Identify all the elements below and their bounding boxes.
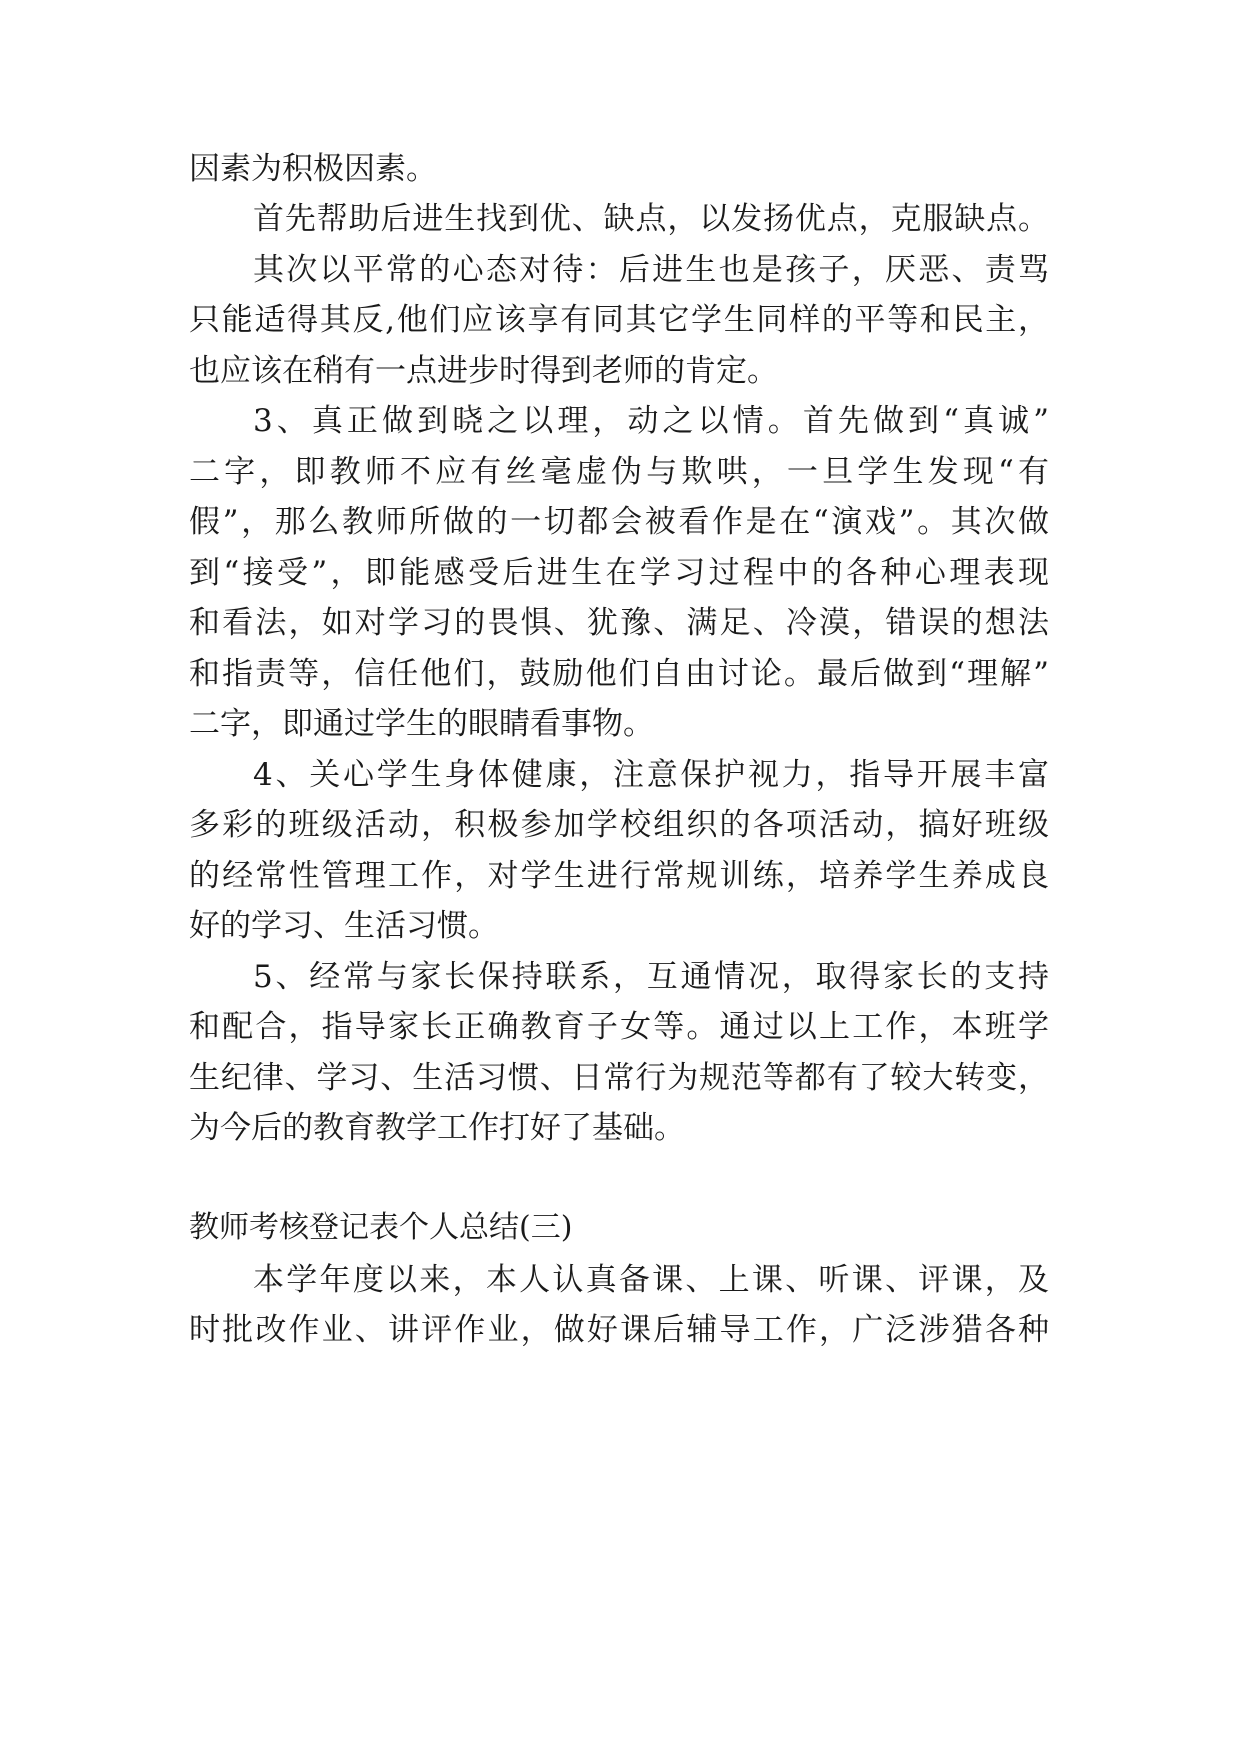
paragraph-line: 的经常性管理工作，对学生进行常规训练，培养学生养成良 — [189, 858, 1049, 894]
paragraph-line: 二字，即教师不应有丝毫虚伪与欺哄，一旦学生发现“有 — [189, 454, 1049, 490]
paragraph-line: 其次以平常的心态对待：后进生也是孩子，厌恶、责骂 — [253, 252, 1049, 288]
paragraph-line: 和配合，指导家长正确教育子女等。通过以上工作，本班学 — [189, 1009, 1049, 1045]
paragraph-line: 因素为积极因素。 — [189, 151, 437, 187]
paragraph-line: 和指责等，信任他们，鼓励他们自由讨论。最后做到“理解” — [189, 656, 1049, 692]
paragraph-line: 3、真正做到晓之以理，动之以情。首先做到“真诚” — [253, 403, 1049, 439]
paragraph-line: 到“接受”，即能感受后进生在学习过程中的各种心理表现 — [189, 555, 1049, 591]
paragraph-line: 好的学习、生活习惯。 — [189, 908, 499, 944]
paragraph-line: 二字，即通过学生的眼睛看事物。 — [189, 706, 654, 742]
paragraph-line: 首先帮助后进生找到优、缺点，以发扬优点，克服缺点。 — [253, 201, 1049, 237]
paragraph-line: 4、关心学生身体健康，注意保护视力，指导开展丰富 — [253, 757, 1049, 793]
paragraph-line: 时批改作业、讲评作业，做好课后辅导工作，广泛涉猎各种 — [189, 1312, 1049, 1348]
paragraph-line: 也应该在稍有一点进步时得到老师的肯定。 — [189, 353, 778, 389]
paragraph-line: 生纪律、学习、生活习惯、日常行为规范等都有了较大转变， — [189, 1060, 1049, 1096]
paragraph-line: 和看法，如对学习的畏惧、犹豫、满足、冷漠，错误的想法 — [189, 605, 1049, 641]
paragraph-line: 5、经常与家长保持联系，互通情况，取得家长的支持 — [253, 959, 1049, 995]
paragraph-line: 为今后的教育教学工作打好了基础。 — [189, 1110, 685, 1146]
paragraph-line: 本学年度以来，本人认真备课、上课、听课、评课，及 — [253, 1262, 1049, 1298]
paragraph-line: 假”，那么教师所做的一切都会被看作是在“演戏”。其次做 — [189, 504, 1049, 540]
paragraph-line: 多彩的班级活动，积极参加学校组织的各项活动，搞好班级 — [189, 807, 1049, 843]
section-heading: 教师考核登记表个人总结(三) — [189, 1210, 573, 1245]
paragraph-line: 只能适得其反,他们应该享有同其它学生同样的平等和民主， — [189, 302, 1049, 338]
